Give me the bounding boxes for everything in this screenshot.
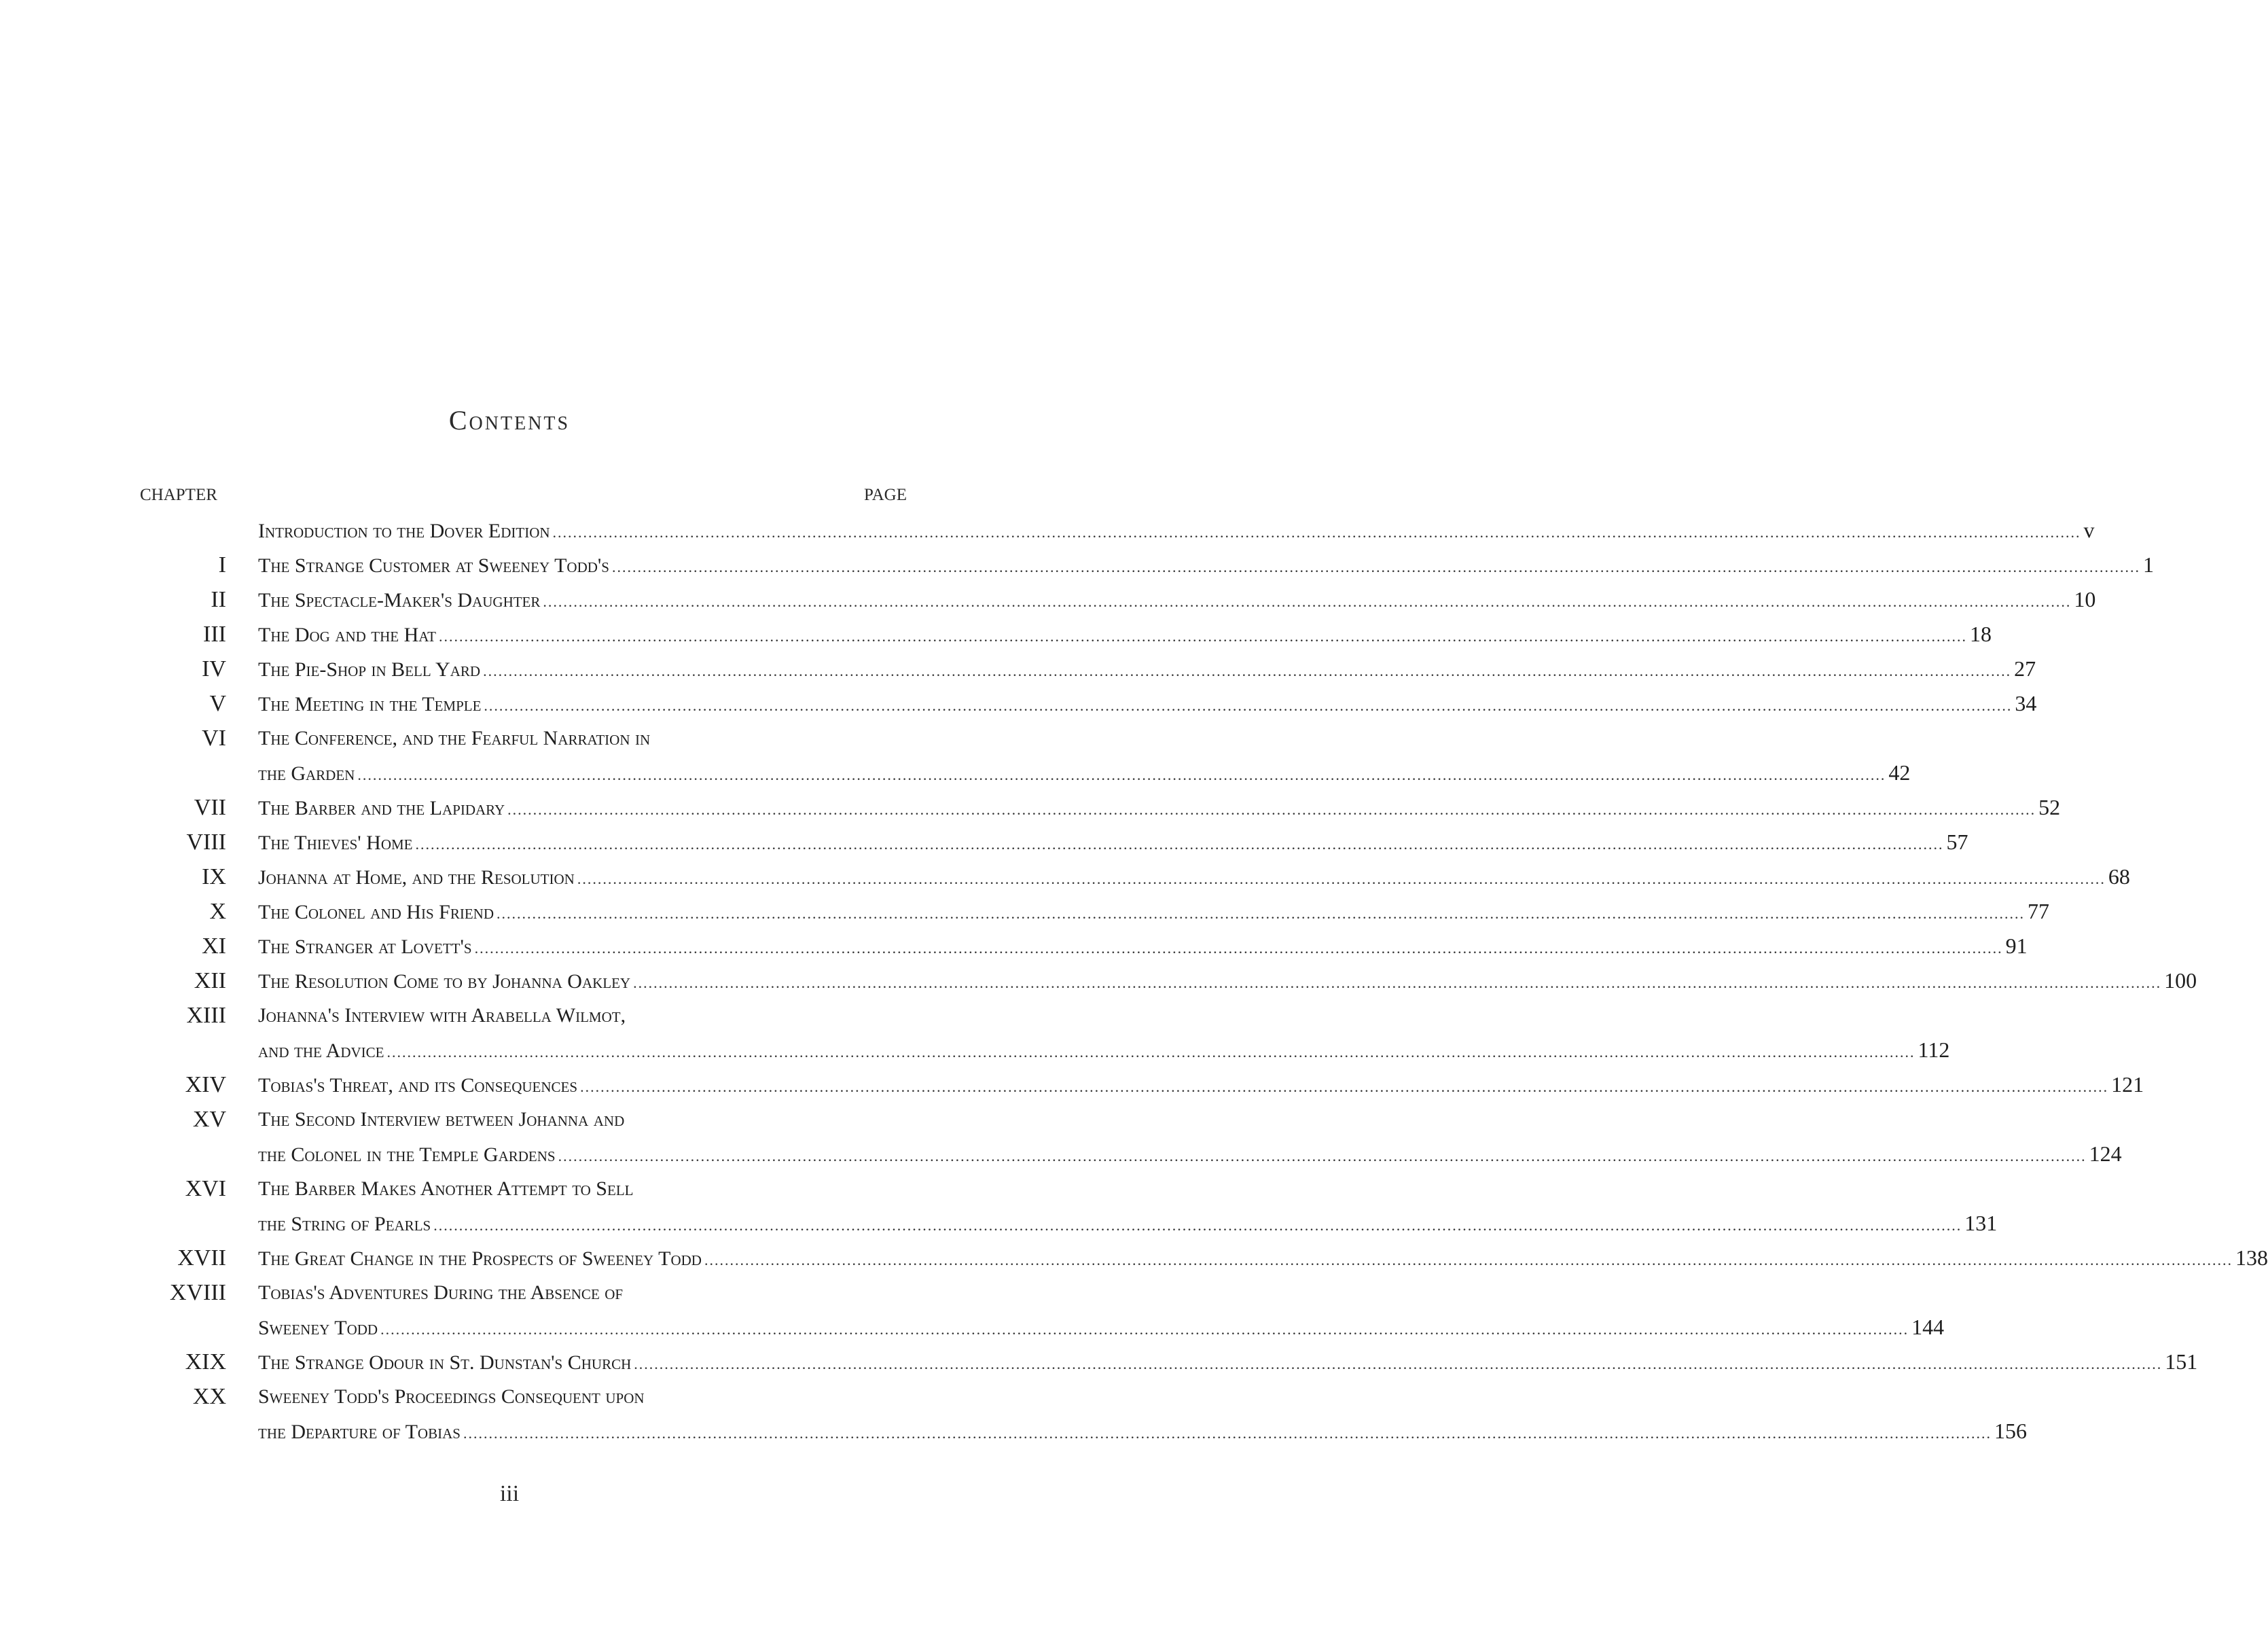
chapter-title-line	[258, 1275, 910, 1310]
page-number: 156	[1994, 1419, 2027, 1443]
dot-leader: ............................................................................................................................................................................................................................................................................................................	[463, 1425, 1992, 1442]
toc-line	[0, 582, 2096, 617]
toc-line	[0, 617, 1992, 652]
chapter-number: XV	[192, 1107, 226, 1132]
dot-leader: ............................................................................................................................................................................................................................................................................................................	[633, 974, 2162, 991]
chapter-number: XIII	[186, 1003, 226, 1028]
chapter-number: II	[211, 587, 226, 612]
dot-leader: ............................................................................................................................................................................................................................................................................................................	[415, 836, 1944, 853]
chapter-title: Introduction to the Dover Edition	[258, 520, 550, 542]
chapter-title: Tobias's Adventures During the Absence of	[258, 1281, 624, 1304]
dot-leader: ............................................................................................................................................................................................................................................................................................................	[357, 766, 1886, 783]
toc-line	[0, 1310, 1945, 1345]
chapter-title-line	[258, 1241, 2268, 1277]
chapter-number: XVIII	[169, 1280, 226, 1305]
chapter-number: VII	[194, 795, 226, 820]
toc-line	[0, 1414, 2027, 1449]
table-of-contents	[0, 513, 2268, 1449]
chapter-number: III	[203, 622, 226, 647]
dot-leader: ............................................................................................................................................................................................................................................................................................................	[577, 870, 2106, 887]
chapter-title: The Dog and the Hat	[258, 624, 436, 646]
chapter-title-line	[258, 825, 1968, 862]
chapter-title: The Conference, and the Fearful Narration in	[258, 727, 651, 749]
toc-line	[0, 1067, 2144, 1102]
dot-leader: ............................................................................................................................................................................................................................................................................................................	[438, 628, 1967, 645]
page-number: v	[2083, 518, 2095, 542]
toc-entry	[0, 548, 2154, 582]
toc-line	[0, 686, 2037, 721]
page-number: 10	[2074, 587, 2096, 611]
chapter-title: The Barber and the Lapidary	[258, 797, 505, 819]
chapter-number: XII	[194, 968, 226, 993]
toc-entry	[0, 582, 2096, 617]
chapter-number: XX	[192, 1384, 226, 1409]
chapter-title: The Strange Customer at Sweeney Todd's	[258, 554, 609, 577]
dot-leader: ............................................................................................................................................................................................................................................................................................................	[543, 593, 2072, 610]
chapter-number: VI	[202, 726, 226, 751]
page-number: 91	[2005, 934, 2028, 958]
toc-line	[0, 1171, 1019, 1206]
page-number: 151	[2165, 1349, 2198, 1374]
dot-leader: ............................................................................................................................................................................................................................................................................................................	[433, 1217, 1962, 1234]
chapter-title: Johanna at Home, and the Resolution	[258, 866, 575, 889]
toc-line	[0, 548, 2154, 582]
chapter-title: The Strange Odour in St. Dunstan's Church	[258, 1351, 632, 1374]
chapter-title-line	[258, 582, 2096, 619]
toc-entry	[0, 998, 1950, 1067]
chapter-number: IV	[202, 656, 226, 681]
page-number: 42	[1888, 760, 1911, 785]
page-number: 131	[1964, 1211, 1998, 1235]
chapter-title-line	[258, 1310, 1945, 1347]
page-number: 34	[2015, 691, 2037, 715]
dot-leader: ............................................................................................................................................................................................................................................................................................................	[612, 558, 2140, 575]
chapter-title-line	[258, 963, 2197, 1000]
chapter-number: XVI	[185, 1176, 226, 1201]
toc-entry	[0, 686, 2037, 721]
toc-line	[0, 756, 1911, 790]
chapter-title-line	[258, 756, 1911, 792]
dot-leader: ............................................................................................................................................................................................................................................................................................................	[580, 1078, 2109, 1095]
toc-line	[0, 859, 2130, 894]
chapter-title-line	[258, 652, 2036, 688]
chapter-title-line	[258, 1171, 910, 1206]
toc-entry	[0, 1102, 2122, 1171]
toc-line	[0, 790, 2061, 825]
chapter-title: Johanna's Interview with Arabella Wilmot,	[258, 1004, 626, 1027]
toc-entry	[0, 963, 2197, 998]
toc-entry	[0, 929, 2028, 963]
chapter-title: The Pie-Shop in Bell Yard	[258, 658, 481, 681]
toc-entry	[0, 825, 1968, 859]
toc-line	[0, 1379, 1019, 1414]
toc-line	[0, 721, 1019, 756]
chapter-title-line	[258, 721, 910, 756]
toc-line	[0, 929, 2028, 963]
toc-line	[0, 513, 2095, 548]
dot-leader: ............................................................................................................................................................................................................................................................................................................	[483, 662, 2012, 679]
chapter-title: The Thieves' Home	[258, 832, 413, 854]
chapter-number: IX	[202, 864, 226, 889]
chapter-number: XI	[202, 934, 226, 959]
toc-entry	[0, 721, 1911, 790]
toc-line	[0, 1033, 1950, 1067]
chapter-number: V	[209, 691, 226, 716]
chapter-title-line	[258, 894, 2049, 931]
page-number: 112	[1918, 1037, 1950, 1062]
dot-leader: ............................................................................................................................................................................................................................................................................................................	[552, 524, 2081, 541]
chapter-title-line	[258, 1414, 2027, 1451]
chapter-number: XIX	[185, 1349, 226, 1374]
toc-line	[0, 894, 2049, 929]
dot-leader: ............................................................................................................................................................................................................................................................................................................	[497, 905, 2025, 922]
chapter-title-line	[258, 686, 2037, 723]
page-number: 27	[2014, 656, 2036, 681]
toc-entry	[0, 1379, 2027, 1449]
chapter-title-line	[258, 929, 2028, 965]
page-number: 77	[2028, 899, 2049, 923]
toc-entry	[0, 652, 2036, 686]
toc-line	[0, 825, 1968, 859]
page-number: 1	[2143, 552, 2154, 577]
chapter-title-line	[258, 1033, 1950, 1069]
toc-entry	[0, 859, 2130, 894]
chapter-title-line	[258, 1206, 1998, 1243]
toc-entry	[0, 513, 2095, 548]
chapter-title: and the Advice	[258, 1040, 384, 1062]
chapter-title: Sweeney Todd's Proceedings Consequent upon	[258, 1385, 645, 1408]
page-number: 124	[2089, 1141, 2122, 1166]
page-number: 121	[2111, 1072, 2144, 1097]
chapter-number: I	[218, 552, 226, 578]
toc-entry	[0, 790, 2061, 825]
toc-line	[0, 1102, 1019, 1137]
page-column-label: PAGE	[864, 486, 907, 504]
chapter-title: The Meeting in the Temple	[258, 693, 482, 715]
page-number: 57	[1946, 830, 1968, 854]
toc-entry	[0, 1067, 2144, 1102]
chapter-title-line	[258, 1345, 2198, 1381]
page-number: 138	[2235, 1245, 2268, 1270]
chapter-title-line	[258, 859, 2130, 896]
chapter-title: the Garden	[258, 762, 355, 785]
page-number: 144	[1911, 1315, 1945, 1339]
chapter-number: XVII	[177, 1245, 226, 1271]
page-number: 100	[2164, 968, 2197, 993]
page-number: 18	[1969, 622, 1992, 646]
toc-line	[0, 652, 2036, 686]
toc-line	[0, 1241, 2268, 1275]
dot-leader: ............................................................................................................................................................................................................................................................................................................	[380, 1321, 1909, 1338]
chapter-title: The Barber Makes Another Attempt to Sell	[258, 1177, 634, 1200]
chapter-title-line	[258, 513, 2095, 550]
toc-entry	[0, 1241, 2268, 1275]
chapter-title: The Spectacle-Maker's Daughter	[258, 589, 541, 611]
chapter-title-line	[258, 548, 2154, 584]
toc-line	[0, 1275, 1019, 1310]
toc-line	[0, 1345, 2198, 1379]
chapter-title: Tobias's Threat, and its Consequences	[258, 1074, 578, 1097]
chapter-title-line	[258, 617, 1992, 654]
dot-leader: ............................................................................................................................................................................................................................................................................................................	[634, 1355, 2163, 1372]
chapter-title-line	[258, 1379, 910, 1414]
dot-leader: ............................................................................................................................................................................................................................................................................................................	[507, 801, 2036, 818]
page-number: 68	[2108, 864, 2130, 889]
chapter-title-line	[258, 998, 910, 1033]
toc-entry	[0, 894, 2049, 929]
toc-line	[0, 1137, 2122, 1171]
chapter-title: The Stranger at Lovett's	[258, 936, 472, 958]
dot-leader: ............................................................................................................................................................................................................................................................................................................	[704, 1251, 2233, 1268]
dot-leader: ............................................................................................................................................................................................................................................................................................................	[474, 940, 2003, 957]
chapter-number: X	[209, 899, 226, 924]
chapter-title: the String of Pearls	[258, 1213, 431, 1235]
chapter-number: XIV	[185, 1072, 226, 1097]
chapter-title: the Colonel in the Temple Gardens	[258, 1143, 556, 1166]
toc-line	[0, 998, 1019, 1033]
chapter-title-line	[258, 1067, 2144, 1104]
dot-leader: ............................................................................................................................................................................................................................................................................................................	[484, 697, 2013, 714]
chapter-title-line	[258, 790, 2061, 827]
chapter-number: VIII	[186, 830, 226, 855]
chapter-title: The Resolution Come to by Johanna Oakley	[258, 970, 631, 993]
chapter-title: The Second Interview between Johanna and	[258, 1108, 625, 1131]
chapter-title: Sweeney Todd	[258, 1317, 378, 1339]
chapter-title: the Departure of Tobias	[258, 1421, 461, 1443]
page-number: 52	[2038, 795, 2061, 819]
dot-leader: ............................................................................................................................................................................................................................................................................................................	[386, 1044, 1915, 1061]
toc-entry	[0, 617, 1992, 652]
toc-entry	[0, 1345, 2198, 1379]
chapter-title-line	[258, 1102, 910, 1137]
chapter-column-label: CHAPTER	[140, 486, 217, 504]
toc-line	[0, 1206, 1998, 1241]
chapter-title: The Colonel and His Friend	[258, 901, 494, 923]
toc-entry	[0, 1171, 1998, 1241]
toc-line	[0, 963, 2197, 998]
chapter-title: The Great Change in the Prospects of Sweeney Todd	[258, 1247, 702, 1270]
chapter-title-line	[258, 1137, 2122, 1173]
contents-heading: Contents	[448, 405, 571, 436]
page-folio: iii	[499, 1481, 520, 1506]
dot-leader: ............................................................................................................................................................................................................................................................................................................	[558, 1148, 2087, 1165]
toc-entry	[0, 1275, 1945, 1345]
